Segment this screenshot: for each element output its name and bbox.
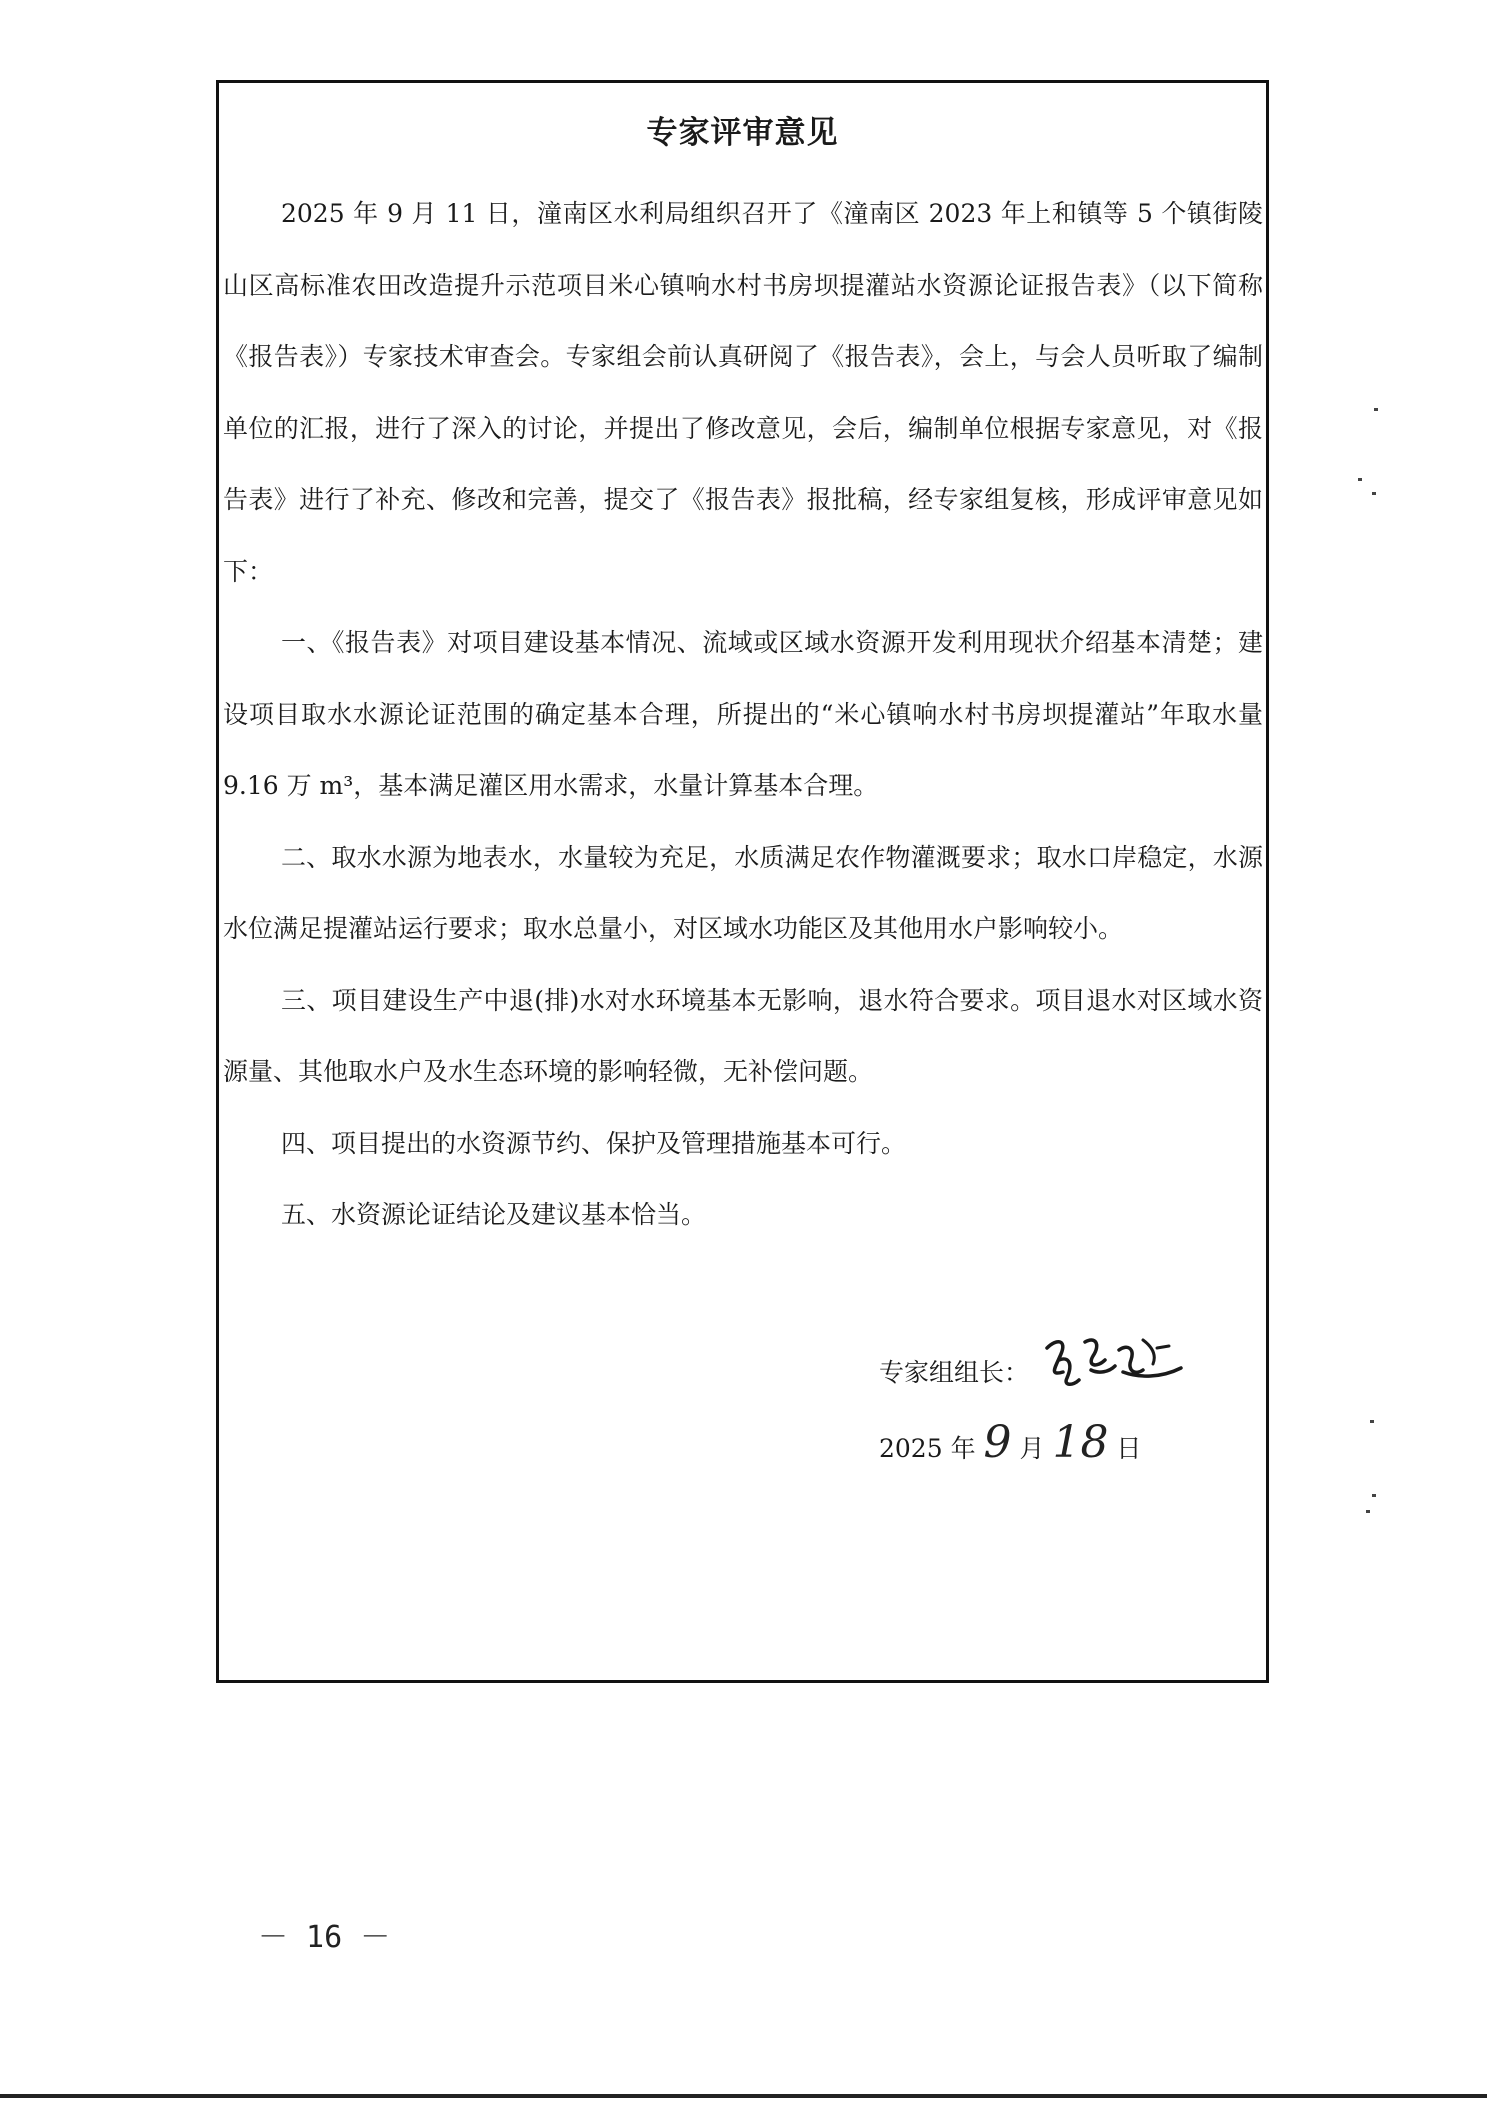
section-1: 一、《报告表》对项目建设基本情况、流域或区域水资源开发利用现状介绍基本清楚；建设项目取水水源论证范围的确定基本合理，所提出的“米心镇响水村书房坝提灌站”年取水量 9.16 万 m³，基本满足灌区用水需求，水量计算基本合理。 (223, 628, 1263, 800)
scan-speck (1372, 492, 1376, 495)
section-3: 三、项目建设生产中退(排)水对水环境基本无影响，退水符合要求。项目退水对区域水资源量、其他取水户及水生态环境的影响轻微，无补偿问题。 (223, 985, 1263, 1086)
section-5: 五、水资源论证结论及建议基本恰当。 (281, 1200, 707, 1229)
date-day-unit: 日 (1116, 1434, 1142, 1463)
handwritten-signature (1039, 1320, 1189, 1400)
scan-speck (1366, 1510, 1370, 1513)
leader-label: 专家组组长： (879, 1358, 1030, 1387)
date-day-handwritten: 18 (1052, 1417, 1109, 1468)
scan-speck (1358, 478, 1362, 481)
date-month-handwritten: 9 (983, 1417, 1012, 1468)
document-frame (216, 80, 1269, 1683)
page-number: － 16 － (258, 1920, 391, 1955)
leader-row (879, 1338, 1259, 1408)
section-2: 二、取水水源为地表水，水量较为充足，水质满足农作物灌溉要求；取水口岸稳定，水源水位满足提灌站运行要求；取水总量小，对区域水功能区及其他用水户影响较小。 (223, 842, 1263, 943)
intro-paragraph: 2025 年 9 月 11 日，潼南区水利局组织召开了《潼南区 2023 年上和镇等 5 个镇街陵山区高标准农田改造提升示范项目米心镇响水村书房坝提灌站水资源论证报告表》（以下简称《报告表》）专家技术审查会。专家组会前认真研阅了《报告表》，会上，与会人员听取了编制单位的汇报，进行了深入的讨论，并提出了修改意见，会后，编制单位根据专家意见，对《报告表》进行了补充、修改和完善，提交了《报告表》报批稿，经专家组复核，形成评审意见如下： (223, 199, 1263, 586)
date-row (879, 1408, 1259, 1478)
date-month-unit: 月 (1019, 1434, 1045, 1463)
scan-speck (1372, 1494, 1376, 1497)
signature-block (879, 1338, 1259, 1478)
date-year: 2025 (879, 1434, 943, 1463)
date-year-unit: 年 (950, 1434, 976, 1463)
scan-speck (1370, 1420, 1374, 1423)
section-4: 四、项目提出的水资源节约、保护及管理措施基本可行。 (281, 1128, 907, 1158)
document-title: 专家评审意见 (646, 115, 839, 151)
scan-speck (1374, 408, 1378, 411)
document-body (223, 178, 1263, 1251)
bottom-edge-bar (0, 2094, 1487, 2098)
